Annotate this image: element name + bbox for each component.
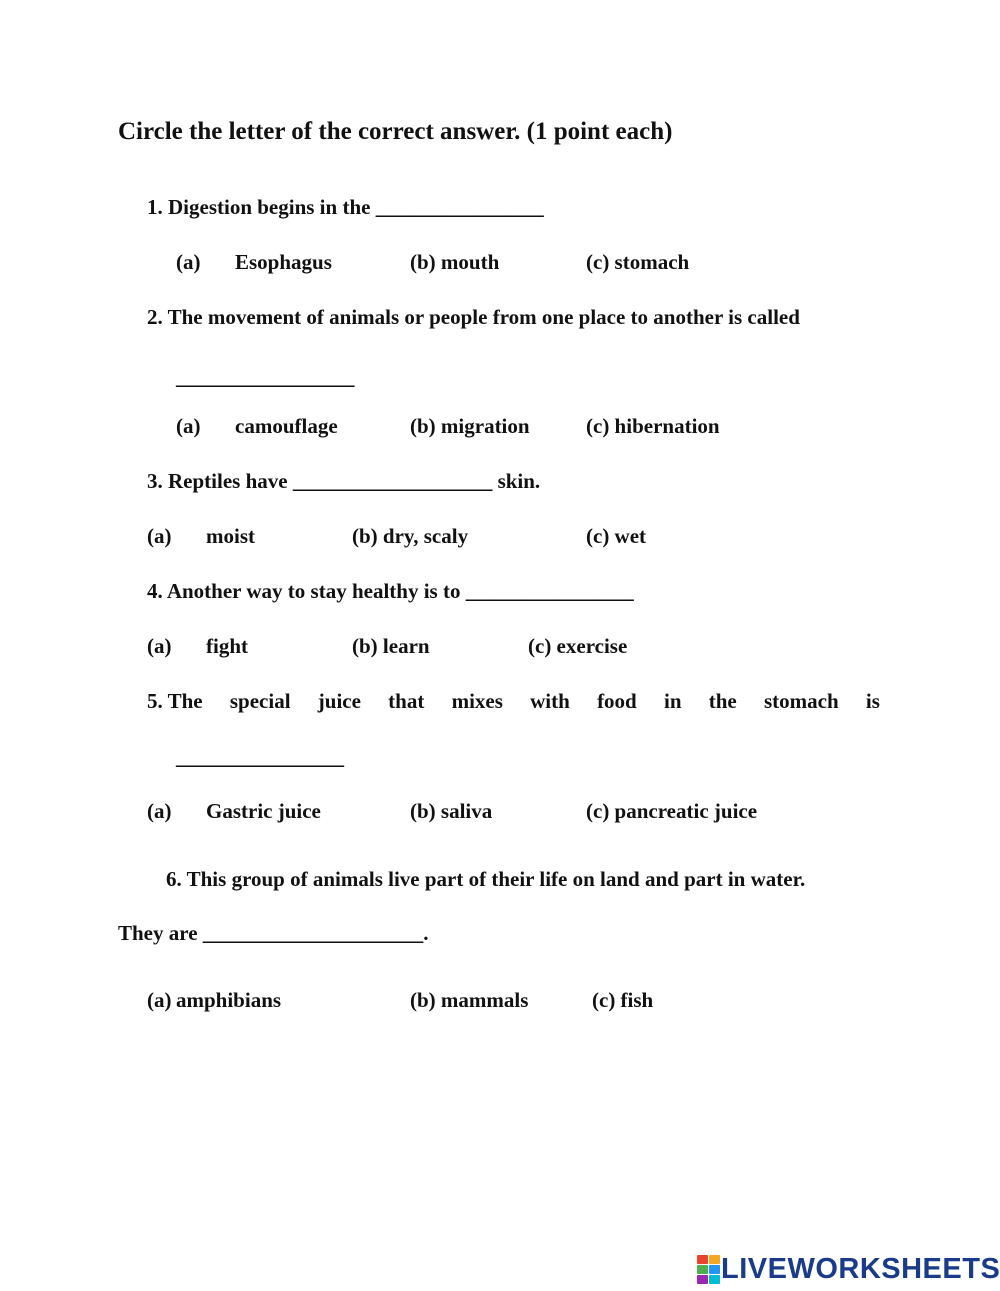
logo-text: LIVEWORKSHEETS [721,1252,1000,1285]
question-1-option-c[interactable]: (c) stomach [586,250,690,274]
question-5-word: juice [317,689,361,713]
question-3-option-a-text: moist [206,524,255,548]
question-2-option-a-label[interactable]: (a) [176,414,201,438]
question-5-word: 5. The [147,689,203,713]
question-4-option-a-text: fight [206,634,248,658]
liveworksheets-logo [697,1253,1000,1285]
question-6-stem-continued: They are _____________________. [118,921,429,945]
question-2-stem: 2. The movement of animals or people from one place to another is called [147,305,800,329]
question-4-stem: 4. Another way to stay healthy is to ________________ [147,579,634,603]
question-4-option-a-label[interactable]: (a) [147,634,172,658]
question-5-option-a-label[interactable]: (a) [147,799,172,823]
question-5-word: with [530,689,570,713]
question-1-option-b[interactable]: (b) mouth [410,250,500,274]
question-4-option-c[interactable]: (c) exercise [528,634,628,658]
logo-blocks-icon [697,1255,719,1283]
question-4-option-b[interactable]: (b) learn [352,634,430,658]
question-6-option-c[interactable]: (c) fish [592,988,654,1012]
question-2-answer-blank[interactable]: _________________ [176,365,355,389]
question-2-option-a-text: camouflage [235,414,338,438]
question-5-option-c[interactable]: (c) pancreatic juice [586,799,758,823]
question-5-word: in [663,689,682,713]
question-5-word: stomach [763,689,839,713]
worksheet-instructions: Circle the letter of the correct answer. (1 point each) [118,118,673,145]
question-6-option-b[interactable]: (b) mammals [410,988,529,1012]
question-3-option-c[interactable]: (c) wet [586,524,647,548]
question-3-option-a-label[interactable]: (a) [147,524,172,548]
question-5-stem [147,689,880,714]
question-1-option-a-text: Esophagus [235,250,332,274]
question-5-answer-blank[interactable]: ________________ [176,745,344,769]
question-5-word: the [708,689,737,713]
question-1-stem: 1. Digestion begins in the ________________ [147,195,544,219]
question-5-word: mixes [451,689,503,713]
question-5-option-a-text: Gastric juice [206,799,321,823]
question-1-option-a-label[interactable]: (a) [176,250,201,274]
question-6-stem: 6. This group of animals live part of their life on land and part in water. [166,867,806,891]
question-5-word: special [229,689,291,713]
question-5-word: that [388,689,425,713]
question-2-option-c[interactable]: (c) hibernation [586,414,720,438]
question-6-option-a-text: amphibians [176,988,282,1012]
question-2-option-b[interactable]: (b) migration [410,414,530,438]
question-3-option-b[interactable]: (b) dry, scaly [352,524,469,548]
question-5-word: food [597,689,637,713]
question-5-option-b[interactable]: (b) saliva [410,799,493,823]
question-6-option-a-label[interactable]: (a) [147,988,172,1012]
question-3-stem: 3. Reptiles have ___________________ skin. [147,469,541,493]
question-5-word: is [865,689,880,713]
